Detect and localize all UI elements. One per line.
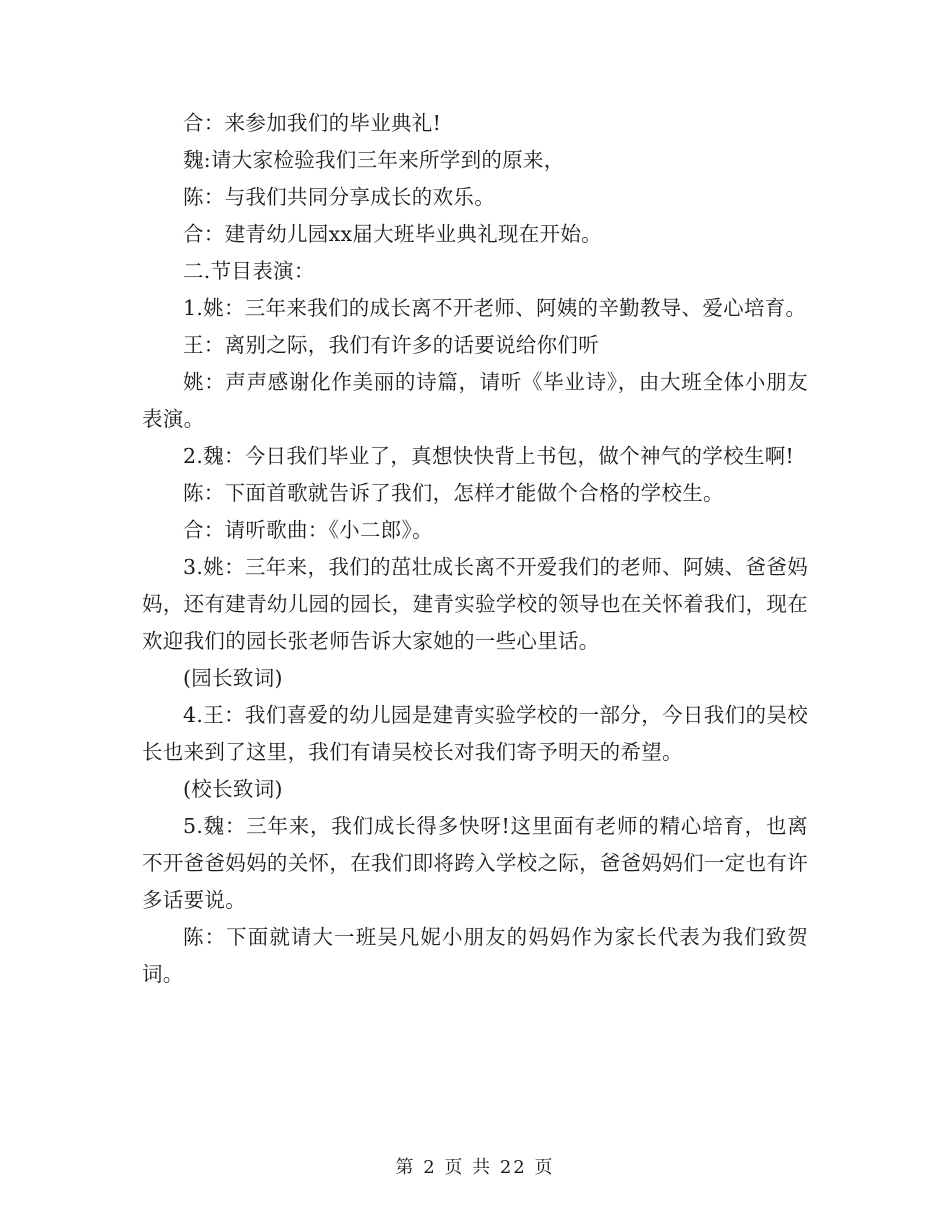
paragraph-item-4: 4.王：我们喜爱的幼儿园是建青实验学校的一部分，今日我们的吴校长也来到了这里，我们有请吴校长对我们寄予明天的希望。 bbox=[142, 703, 808, 764]
paragraph-song-title: 合：请听歌曲：《小二郎》。 bbox=[183, 518, 433, 542]
paragraph-ceremony-start: 合：建青幼儿园xx届大班毕业典礼现在开始。 bbox=[183, 222, 602, 246]
paragraph-chen-share: 陈：与我们共同分享成长的欢乐。 bbox=[183, 185, 495, 209]
paragraph-item-2: 2.魏：今日我们毕业了，真想快快背上书包，做个神气的学校生啊! bbox=[183, 444, 795, 468]
paragraph-wei-review: 魏:请大家检验我们三年来所学到的原来， bbox=[183, 148, 565, 172]
paragraph-yao-poem: 姚：声声感谢化作美丽的诗篇，请听《毕业诗》，由大班全体小朋友表演。 bbox=[142, 370, 808, 431]
paragraph-item-1: 1.姚：三年来我们的成长离不开老师、阿姨的辛勤教导、爱心培育。 bbox=[183, 296, 807, 320]
paragraph-parent-speech: 陈：下面就请大一班吴凡妮小朋友的妈妈作为家长代表为我们致贺词。 bbox=[142, 925, 808, 986]
paragraph-closing-chorus: 合：来参加我们的毕业典礼! bbox=[183, 111, 442, 135]
paragraph-director-speech: (园长致词) bbox=[183, 666, 283, 690]
document-body bbox=[142, 105, 808, 993]
paragraph-principal-speech: (校长致词) bbox=[183, 777, 283, 801]
page-number-footer: 第 2 页 共 22 页 bbox=[395, 1157, 555, 1178]
paragraph-wang-farewell: 王：离别之际，我们有许多的话要说给你们听 bbox=[183, 333, 599, 357]
paragraph-item-5: 5.魏：三年来，我们成长得多快呀!这里面有老师的精心培育，也离不开爸爸妈妈的关怀，在我们即将跨入学校之际，爸爸妈妈们一定也有许多话要说。 bbox=[142, 814, 808, 912]
section-heading-performances: 二.节目表演： bbox=[183, 259, 315, 283]
paragraph-item-3: 3.姚：三年来，我们的茁壮成长离不开爱我们的老师、阿姨、爸爸妈妈，还有建青幼儿园的园长，建青实验学校的领导也在关怀着我们，现在欢迎我们的园长张老师告诉大家她的一些心里话。 bbox=[142, 555, 808, 653]
paragraph-chen-song-intro: 陈：下面首歌就告诉了我们，怎样才能做个合格的学校生。 bbox=[183, 481, 724, 505]
